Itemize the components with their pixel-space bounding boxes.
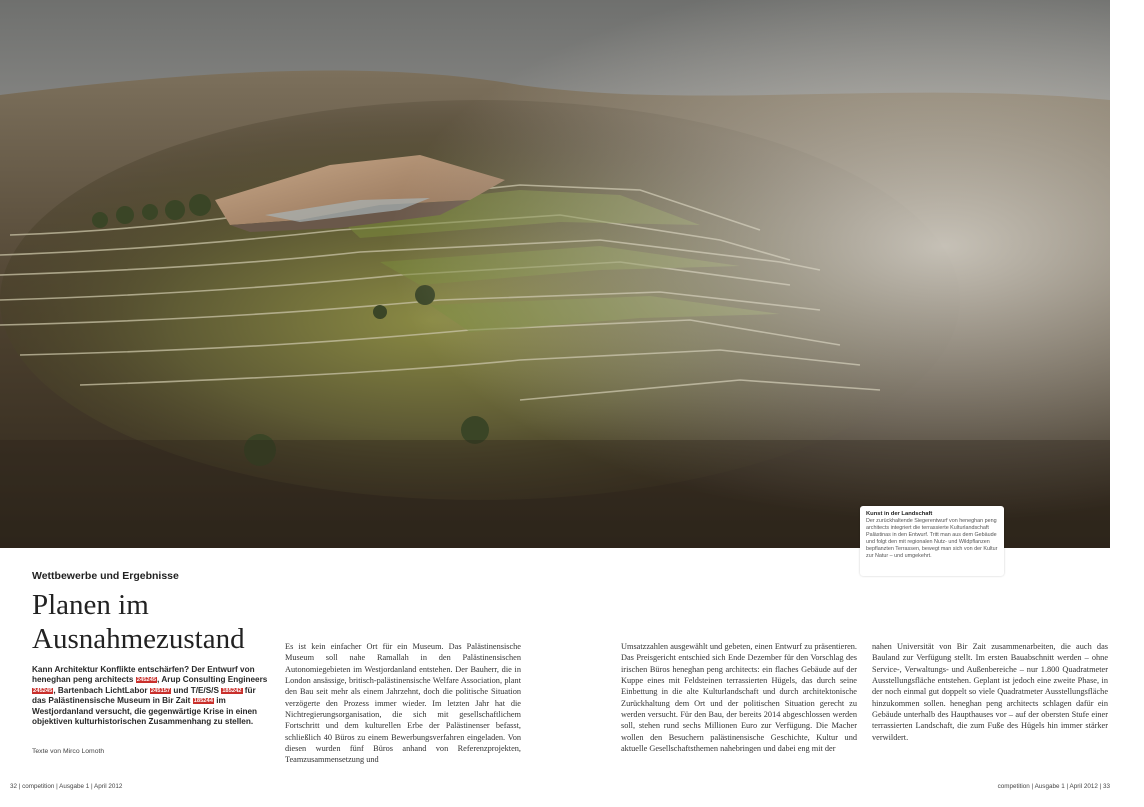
article-lead: [32, 665, 272, 727]
lead-text: , Arup Consulting Engineers: [157, 675, 268, 685]
body-column-3: nahen Universität von Bir Zait zusammenarbeiten, die auch das Bauland zur Verfügung stellt. Im ersten Bauabschnitt werden – ohne Service-, Verwaltungs- und Außenbereiche – nur 1.800 Quadratmeter Ausstellungsfläche entstehen. Geplant ist jedoch eine zweite Phase, in der noch einmal gut doppelt so viele Quadratmeter Ausstellungsfläche hinzukommen sollen. heneghan peng architects schlagen dafür ein Gebäude unterhalb des Haupthauses vor – auf der obersten Stufe einer terrassierten Landschaft, die zum Fuße des Hügels hin immer stärker verwildert.: [872, 642, 1108, 742]
article-title: [32, 588, 245, 656]
lead-text: Kann Architektur Konflikte entschärfen? Der Entwurf von heneghan peng architects: [32, 665, 255, 685]
section-kicker: Wettbewerbe und Ergebnisse: [32, 570, 179, 582]
title-line-2: Ausnahmezustand: [32, 623, 245, 655]
caption-title: Kunst in der Landschaft: [866, 511, 933, 517]
reference-tag[interactable]: 185244: [193, 698, 213, 705]
lead-text: und T/E/S/S: [171, 685, 219, 695]
footer-left-folio: 32 | competition | Ausgabe 1 | April 2012: [10, 783, 123, 790]
caption-text: Der zurückhaltende Siegerentwurf von heneghan peng architects integriert die terrassierte Kulturlandschaft Palästinas in den Entwurf. Tritt man aus dem Gebäude und folgt den mit regionalen Nutz- und Wildpflanzen bepflanzten Terrassen, bewegt man sich von der Kultur zur Natur – und umgekehrt.: [866, 518, 998, 559]
reference-tag[interactable]: 185242: [222, 687, 242, 694]
body-column-2: Umsatzzahlen ausgewählt und gebeten, einen Entwurf zu präsentieren. Das Preisgericht entschied sich Ende Dezember für den Vorschlag des irischen Büros heneghan peng architects: ein flaches Gebäude auf der Kuppe eines mit Feldsteinen terrassierten Hügels, das durch seine Einbettung in die alte Kulturlandschaft und durch architektonische Zurückhaltung dem Ort und der politischen Situation gerecht zu werden versucht. Für den Bau, der bereits 2014 abgeschlossen werden soll, stehen rund sechs Millionen Euro zur Verfügung. Die Macher wollen den Besuchern palästinensische Geschichte, Kultur und aktuelle Gesellschaftsthemen nahebringen und dabei eng mit der: [621, 642, 857, 754]
lead-text: für das Palästinensische Museum in Bir Zait: [32, 685, 256, 706]
reference-tag[interactable]: 245157: [150, 687, 171, 694]
lead-text: , Bartenbach LichtLabor: [53, 685, 148, 695]
title-line-1: Planen im: [32, 589, 149, 621]
reference-tag[interactable]: 245245: [136, 677, 157, 684]
footer-right-folio: competition | Ausgabe 1 | April 2012 | 33: [997, 783, 1110, 790]
author-credit: Texte von Mirco Lomoth: [32, 748, 105, 755]
lead-text: im Westjordanland versucht, die gegenwärtige Krise in einen objektiven kulturhistorischen Zusammenhang zu stellen.: [32, 696, 258, 727]
reference-tag[interactable]: 245245: [33, 687, 53, 694]
body-column-1: Es ist kein einfacher Ort für ein Museum. Das Palästinensische Museum soll nahe Ramallah in den Palästinensischen Autonomiegebieten im Westjordanland entstehen. Der Bauherr, die in London ansässige, britisch-palästinensische Welfare Association, plant den Bau seit mehr als einem Jahrzehnt, doch die politische Situation verzögerte den Prozess immer wieder. Im letzten Jahr hat die Nichtregierungsorganisation, die sich mit gesellschaftlichem Fortschritt und dem kulturellen Erbe der Palästinenser befasst, schließlich 40 Büros zu einem Bewerbungsverfahren eingeladen. Von diesen wurden fünf Büros anhand von Referenzprojekten, Teamzusammensetzung und: [285, 642, 521, 765]
image-caption: [860, 506, 1004, 576]
